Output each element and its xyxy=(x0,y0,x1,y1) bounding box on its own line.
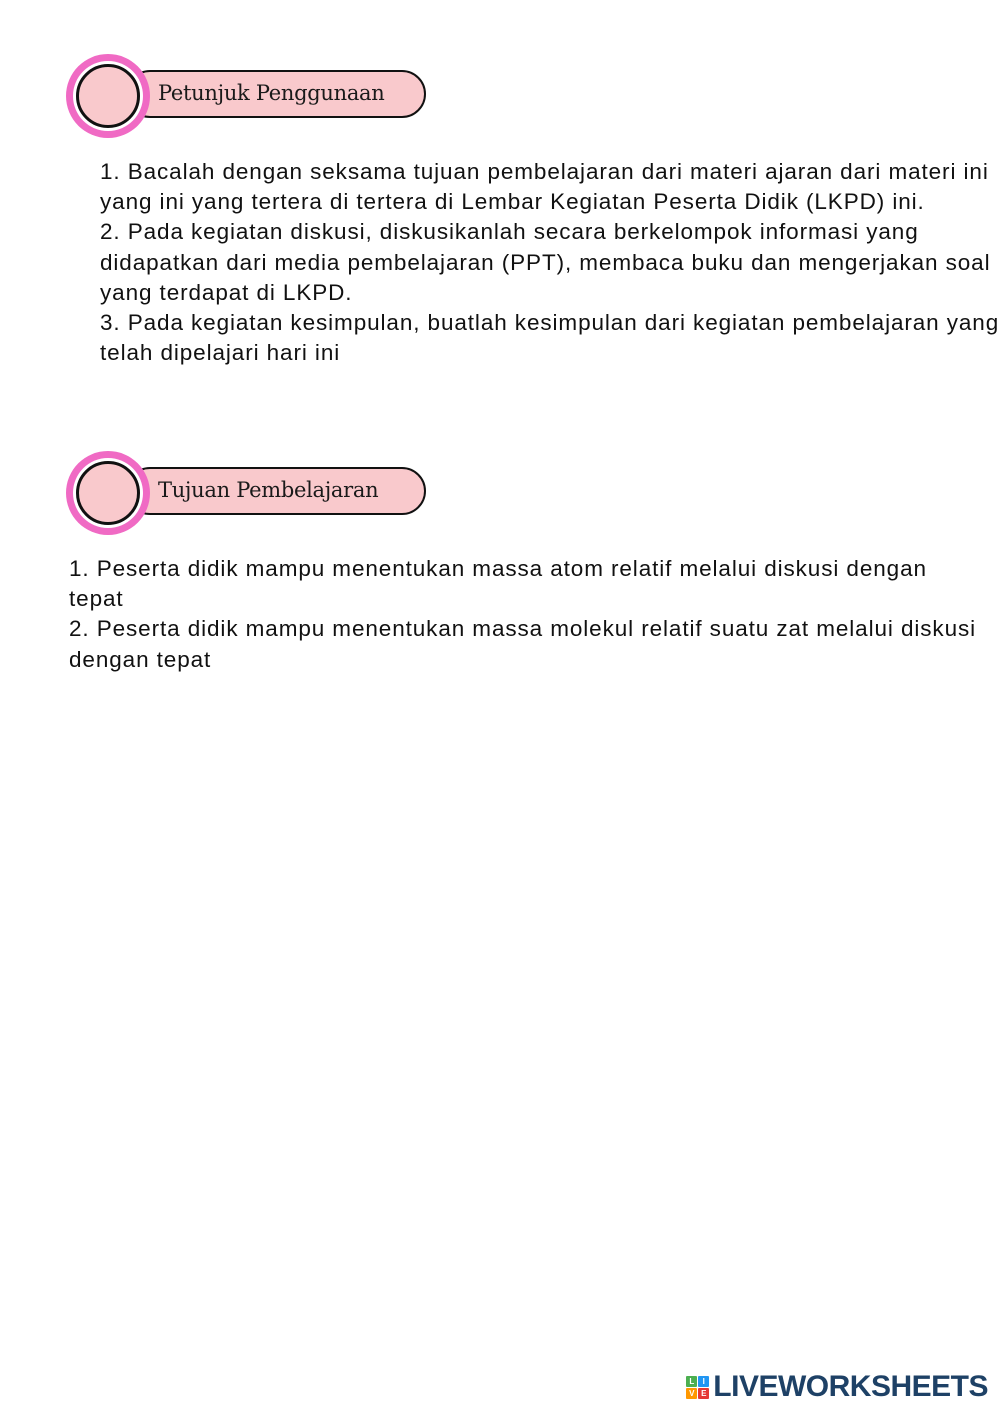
brand-mark-letter: L xyxy=(686,1376,697,1387)
objectives-item: 2. Peserta didik mampu menentukan massa molekul relatif suatu zat melalui diskusi dengan tepat xyxy=(69,616,977,672)
instructions-title: Petunjuk Penggunaan xyxy=(158,81,385,105)
circle-badge-inner xyxy=(76,64,140,128)
instructions-header xyxy=(66,54,430,140)
liveworksheets-brand[interactable] xyxy=(686,1370,988,1404)
instructions-list xyxy=(100,157,1000,368)
objectives-header xyxy=(66,451,430,537)
brand-mark-letter: E xyxy=(698,1388,709,1399)
brand-mark-letter: I xyxy=(698,1376,709,1387)
objectives-list xyxy=(69,554,979,675)
objectives-title: Tujuan Pembelajaran xyxy=(158,478,379,502)
instructions-item: 2. Pada kegiatan diskusi, diskusikanlah secara berkelompok informasi yang didapatkan dari media pembelajaran (PPT), membaca buku dan mengerjakan soal yang terdapat di LKPD. xyxy=(100,219,991,305)
brand-mark-letter: V xyxy=(686,1388,697,1399)
circle-badge-icon xyxy=(66,451,150,535)
objectives-item: 1. Peserta didik mampu menentukan massa atom relatif melalui diskusi dengan tepat xyxy=(69,556,927,612)
liveworksheets-logo-icon xyxy=(686,1376,709,1399)
circle-badge-icon xyxy=(66,54,150,138)
brand-text: LIVEWORKSHEETS xyxy=(713,1370,988,1403)
circle-badge-inner xyxy=(76,461,140,525)
instructions-item: 3. Pada kegiatan kesimpulan, buatlah kesimpulan dari kegiatan pembelajaran yang telah dipelajari hari ini xyxy=(100,310,1000,366)
instructions-item: 1. Bacalah dengan seksama tujuan pembelajaran dari materi ajaran dari materi ini yang ini yang tertera di tertera di Lembar Kegiatan Peserta Didik (LKPD) ini. xyxy=(100,159,989,215)
